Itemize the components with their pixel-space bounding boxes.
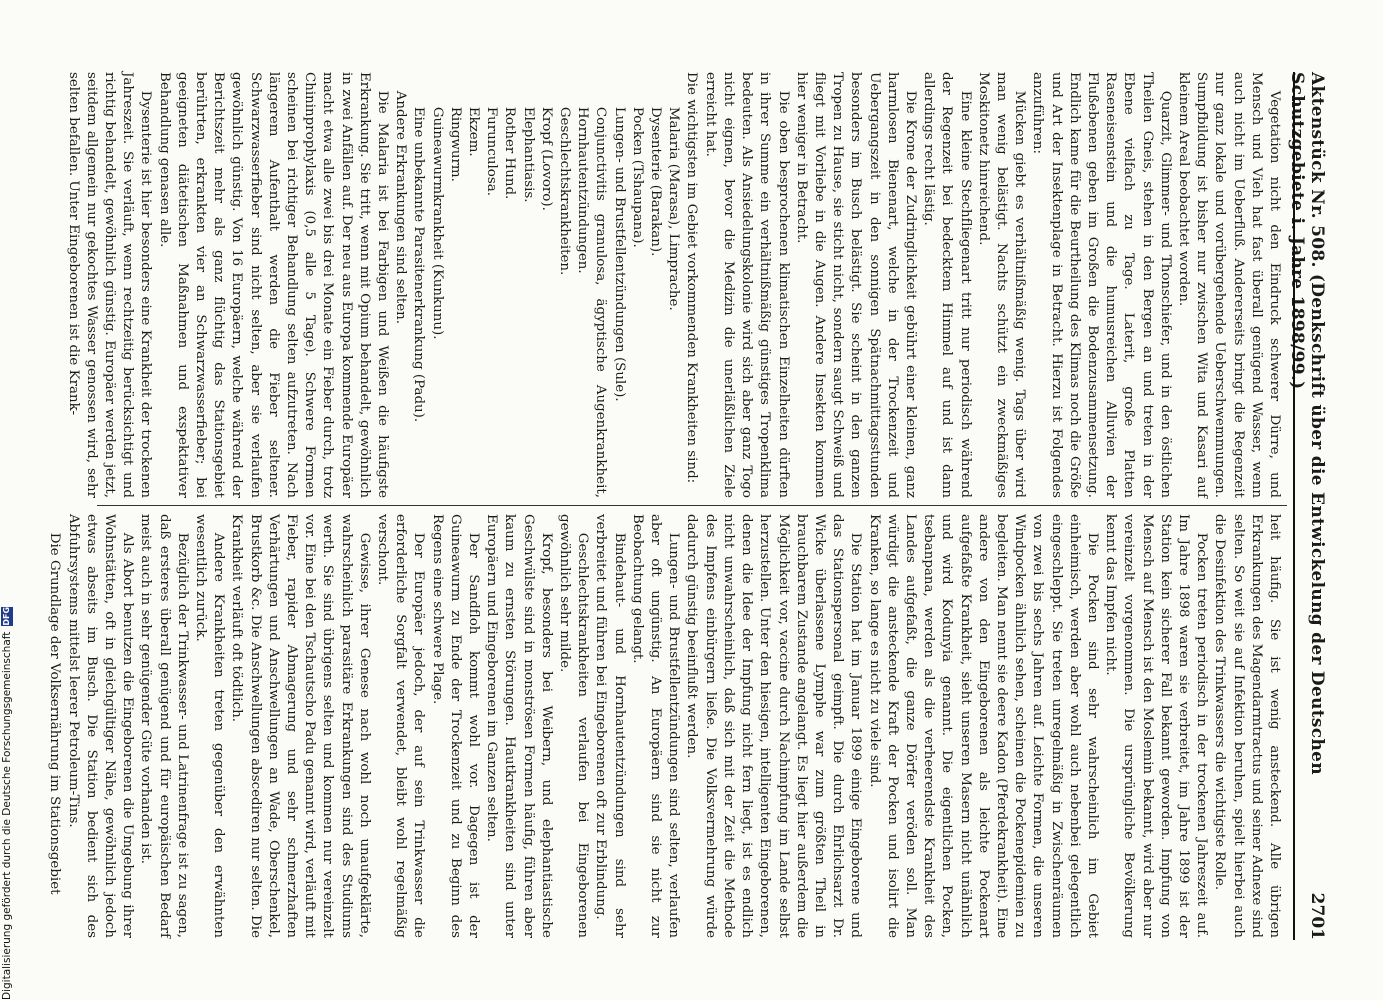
disease-list-item: Rother Hund.	[502, 106, 518, 200]
disease-list-item: Malaria (Marasa), Limprache.	[666, 106, 682, 311]
disease-list-item: Lungen- und Brustfellentzündungen (Sule).	[611, 106, 627, 402]
dfg-logo: DFG	[2, 606, 11, 626]
disease-list-item: Geschlechtskrankheiten.	[557, 106, 573, 276]
paragraph: Mücken giebt es verhältnißmäßig wenig. Tags über wird man wenig belästigt. Nachts schützt ein zweckmäßiges Moskitonetz hinreichend.	[975, 72, 1028, 498]
paragraph: Die Pocken sind sehr wahrscheinlich im Gebiet einheimisch, werden aber wohl auch nebenbei gelegentlich eingeschleppt. Sie treten unregelmäßig in Zwischenräumen von zwei bis sechs Jahren auf. Leichte Formen, die unseren Windpocken ähnlich sehen, scheinen die Pockenepidemien zu begleiten. Man nennt sie deere Kadon (Pferdekrankheit). Eine andere von den Eingeborenen als leichte Pockenart aufgefaßte Krankheit, sieht unseren Masern nicht unähnlich und wird Kodunyia genannt. Die eigentlichen Pocken, tsebanpana, werden als die verheerendste Krankheit des Landes aufgefaßt, die ganze Dörfer veröden soll. Man würdigt die ansteckende Kraft der Pocken und isolirt die Kranken, so lange es nicht zu viele sind.	[866, 514, 1100, 938]
paragraph: Geschlechtskrankheiten verlaufen bei Eingeborenen gewöhnlich sehr milde.	[557, 514, 591, 938]
paragraph: Eine kleine Stechfliegenart tritt nur periodisch während der Regenzeit bei bedecktem Himmel auf und ist dann allerdings recht lästig.	[921, 72, 973, 498]
paragraph: Dysenterie ist hier besonders eine Krankheit der trockenen Jahreszeit. Sie verläuft, wenn rechtzeitig berücksichtigt und richtig behandelt, gewöhnlich günstig. Europäer werden jetzt, seitdem allgemein nur gekochtes Wasser genossen wird, sehr selten befallen. Unter Eingeborenen ist die Krank-	[65, 72, 154, 498]
digitization-credit	[0, 606, 14, 1000]
disease-list-intro: Die wichtigsten im Gebiet vorkommenden Krankheiten sind:	[684, 72, 700, 484]
paragraph: Die Grundlage der Volksernährung im Stationsgebiet	[47, 532, 63, 895]
paragraph: Bindehaut- und Hornhautentzündungen sind sehr verbreitet und führen bei Eingeborenen oft zur Erblindung.	[593, 514, 627, 938]
disease-list-item: Ringwurm.	[447, 106, 463, 182]
disease-list-item: Ekzem.	[466, 106, 482, 157]
disease-list-item: Conjunctivitis granulosa, ägyptische Augenkrankheit, Hornhautentzündungen.	[575, 106, 609, 498]
text-column-left	[65, 72, 1283, 498]
paragraph: Quarzit, Glimmer- und Thonschiefer, und in den östlichen Theilen Gneis, stehen in den Bergen an und treten in der Ebene vielfach zu Tage. Laterit, große Platten Raseneisenstein und die humusreichen Alluvien der Flußebenen geben im Großen die Bodenzusammensetzung. Endlich kame für die Beurtheilung des Klimas noch die Größe und Art der Insektenplage in Betracht. Hierzu ist Folgendes anzuführen:	[1030, 72, 1173, 498]
text-column-right	[47, 514, 1283, 938]
disease-list-item: Pocken (Tshaupana).	[629, 106, 645, 248]
disease-list-item: Dysenterie (Barakan).	[648, 106, 664, 257]
disease-list-item: Furunculosa.	[484, 106, 500, 196]
credit-text: Digitalisierung gefördert durch die Deutsche Forschungsgemeinschaft	[1, 631, 13, 1000]
paragraph-continued: heit häufig. Sie ist wenig ansteckend. Alle übrigen Erkrankungen des Magendarmtractus und seiner Adnexe sind selten. So weit sie auf Infektion beruhen, spielt hierbei auch die Desinfektion des Trinkwassers die wichtigste Rolle.	[1212, 514, 1282, 938]
paragraph: Pocken treten periodisch in der trockenen Jahreszeit auf. Im Jahre 1898 waren sie verbreitet, im Jahre 1899 ist der Station kein sicherer Fall bekannt geworden. Impfung von Mensch auf Mensch ist den Moslemin bekannt, wird aber nur vereinzelt vorgenommen. Die ursprüngliche Bevölkerung kennt das Impfen nicht.	[1103, 514, 1210, 938]
paragraph: Als Abort benutzen die Eingeborenen die Umgebung ihrer Wohnstätten, oft in gleichgültiger Nähe, gewöhnlich jedoch etwas abseits im Busch. Die Station bedient sich des Abfuhrsystems mittelst leerer Petroleum-Tins.	[65, 514, 136, 938]
paragraph: Die Malaria ist bei Farbigen und Weißen die häufigste Erkrankung. Sie tritt, wenn mit Opium behandelt, gewöhnlich in zwei Anfällen auf. Der neu aus Europa kommende Europäer macht etwa alle zwei bis drei Monate ein Fieber durch, trotz Chininprophylaxis (0,5 alle 5 Tage). Schwere Formen scheinen bei richtiger Behandlung selten aufzutreten. Nach längerem Aufenthalt werden die Fieber seltener. Schwarzwasserfieber sind nicht selten, aber sie verlaufen gewöhnlich günstig. Von 16 Europäern, welche während der Berichtszeit mehr als ganz flüchtig das Stationsgebiet berührten, erkrankten vier an Schwarzwasserfieber; bei geeigneten diätetischen Maßnahmen und exspektativer Behandlung genasen alle.	[156, 72, 391, 498]
paragraph: Der Europäer jedoch, der auf sein Trinkwasser die erforderliche Sorgfalt verwendet, bleibt wohl regelmäßig verschont.	[375, 514, 427, 938]
paragraph: Vegetation nicht den Eindruck schwerer Dürre, und Mensch und Vieh hat fast überall genügend Wasser, wenn auch nicht im Ueberfluß. Andererseits bringt die Regenzeit nur ganz lokale und vorübergehende Ueberschwemmungen. Sumpfbildung ist bisher nur zwischen Wita und Kasari auf kleinem Areal beobachtet worden.	[1175, 72, 1282, 498]
disease-list-item: Guineawurmkrankheit (Kunkunu).	[429, 106, 445, 340]
disease-list-item: Eine unbekannte Parasitenerkrankung (Padu).	[411, 106, 427, 423]
paragraph: Andere Erkrankungen sind selten.	[393, 90, 409, 325]
disease-list-item: Elephantiasis.	[520, 106, 536, 203]
paragraph: Die Krone der Zudringlichkeit gebührt einer kleinen, ganz harmlosen Bienenart, welche in der Trockenzeit und Uebergangszeit in den sonnigen Spätnachmittagsstunden besonders im Busch belästigt. Sie scheint in den ganzen Tropen zu Hause, sie sticht nicht, sondern saugt Schweiß und fliegt mit Vorliebe in die Augen. Andere Insekten kommen hier weniger in Betracht.	[793, 72, 918, 498]
paragraph: Der Sandfloh kommt wohl vor. Dagegen ist der Guineawurm zu Ende der Trockenzeit und zu Beginn des Regens eine schwere Plage.	[429, 514, 482, 938]
paragraph: Kropf, besonders bei Weibern, und elephantiastische Geschwülste sind in monströsen Formen häufig, führen aber kaum zu ernsten Störungen. Hautkrankheiten sind unter Europäern und Eingeborenen im Ganzen selten.	[484, 514, 554, 938]
paragraph: Bezüglich der Trinkwasser- und Latrinenfrage ist zu sagen, daß ersteres überall genügend und für europäischen Bedarf meist auch in sehr genügender Güte vorhanden ist.	[138, 514, 190, 938]
paragraph: Die oben besprochenen klimatischen Einzelheiten dürften in ihrer Summe ein verhältnißmäßig günstiges Tropenklima bedeuten. Als Ansiedelungskolonie wird sich aber ganz Togo nicht eignen, bevor die Medizin die unerläßlichen Ziele erreicht hat.	[702, 72, 791, 498]
paragraph: Die Station hat im Januar 1899 einige Eingeborene und das Stationspersonal geimpft. Die durch Ehrlichsarzt Dr. Wicke überlassene Lymphe war zum größten Theil in brauchbarem Zustande angelangt. Es liegt hier außerdem die Möglichkeit vor, vaccine durch Nachimpfung im Lande selbst herzustellen. Unter den hiesigen, intelligenten Eingeborenen, denen die Idee der Impfung nicht fern liegt, ist es endlich nicht unwahrscheinlich, daß sich mit der Zeit die Methode des Impfens einbürgern ließe. Die Volksvermehrung würde dadurch günstig beeinflußt werden.	[684, 514, 864, 938]
column-divider	[97, 505, 1287, 506]
page-header-title: Aktenstück Nr. 508. (Denkschrift über die Entwickelung der Deutschen Schutzgebiete i. Jahre 1898/99.)	[1287, 72, 1327, 775]
paragraph: Andere Krankheiten treten gegenüber den erwähnten wesentlich zurück.	[193, 514, 227, 938]
paragraph: Gewisse, ihrer Genese nach wohl noch unaufgeklärte, wahrscheinlich parasitäre Erkrankungen sind des Studiums werth. Sie sind übrigens selten und kommen nur vereinzelt vor. Eine bei den Tschautscho Padu genannt wird, verläuft mit Fieber, rapider Abmagerung und sehr schmerzhaften Verhärtungen und Anschwellungen an Wade, Oberschenkel, Brustkorb &c. Die Anschwellungen abscediren nur selten. Die Krankheit verläuft oft tödtlich.	[229, 514, 372, 938]
paragraph: Lungen- und Brustfellentzündungen sind selten, verlaufen aber oft ungünstig. An Europäern sind sie nicht zur Beobachtung gelangt.	[629, 514, 682, 938]
disease-list-item: Kropf (Lovoro).	[538, 106, 554, 211]
page-number: 2701	[1307, 892, 1327, 940]
header-rule	[1293, 72, 1295, 940]
